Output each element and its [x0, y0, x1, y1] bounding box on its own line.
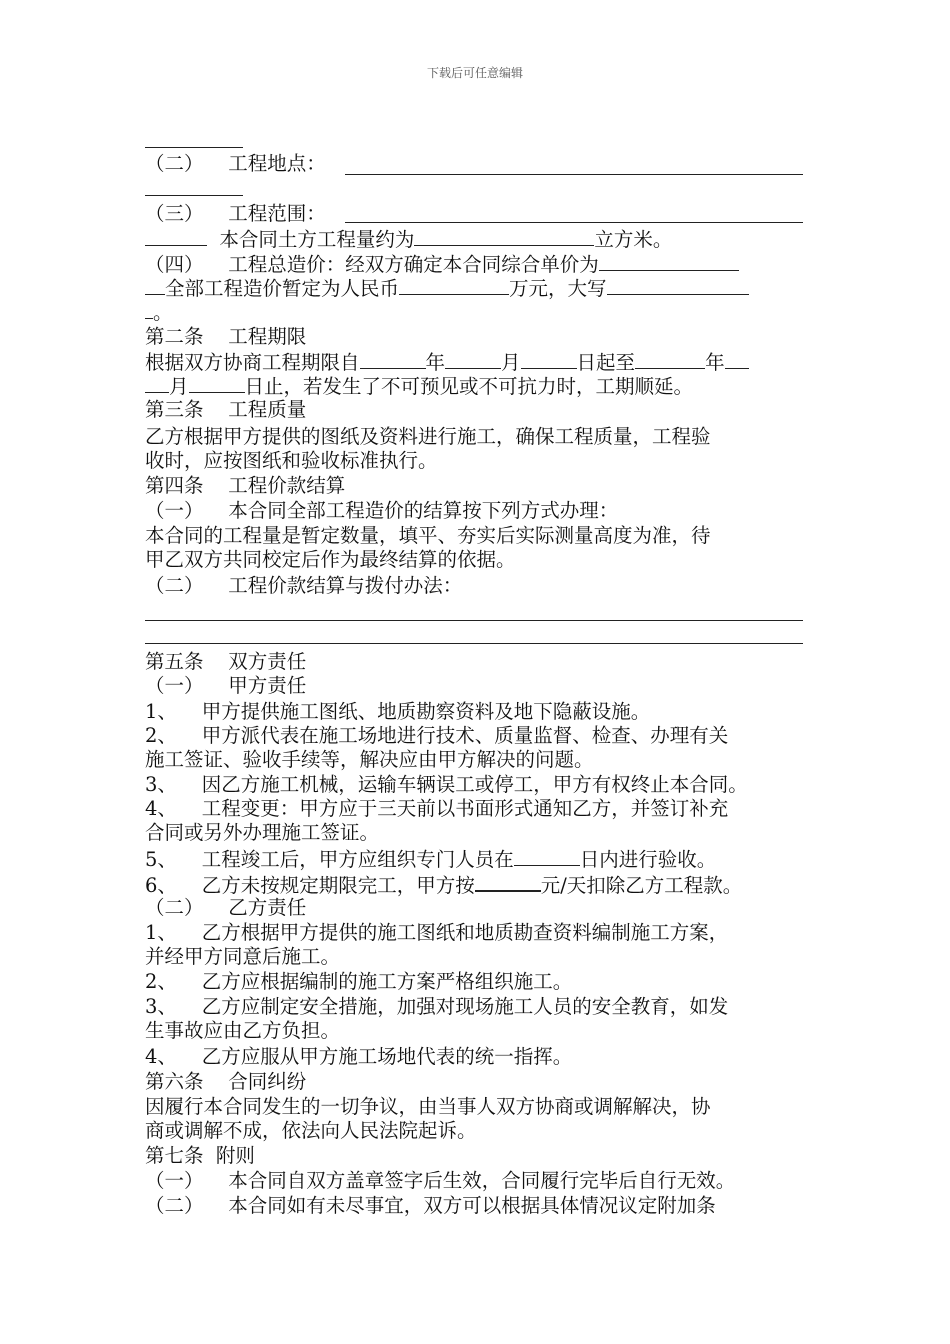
price-end: 。 — [153, 301, 173, 324]
volume-blank — [414, 226, 594, 246]
price-label: （四） 工程总造价：经双方确定本合同综合单价为 — [145, 253, 599, 276]
party-b-item-1-line-2: 并经甲方同意后施工。 — [145, 945, 341, 968]
capital-blank-end — [145, 299, 153, 319]
price-line-3 — [145, 299, 173, 323]
article-6-title: 第六条 合同纠纷 — [145, 1070, 307, 1093]
payment-blank-2 — [145, 643, 803, 644]
party-b-item-3-line-2: 生事故应由乙方负担。 — [145, 1019, 341, 1042]
volume-prefix: 本合同土方工程量约为 — [219, 228, 415, 251]
party-a-item-4-line-2: 合同或另外办理施工签证。 — [145, 821, 380, 844]
party-a-item-3: 3、 因乙方施工机械，运输车辆误工或停工，甲方有权终止本合同。 — [145, 773, 748, 796]
start-day-label: 日起至 — [576, 351, 636, 374]
party-b-item-1-line-1: 1、 乙方根据甲方提供的施工图纸和地质勘查资料编制施工方案， — [145, 921, 729, 944]
party-b-item-3-line-1: 3、 乙方应制定安全措施，加强对现场施工人员的安全教育，如发 — [145, 995, 729, 1018]
dispute-line-2: 商或调解不成，依法向人民法院起诉。 — [145, 1119, 477, 1142]
settlement-line-1: 本合同的工程量是暂定数量，填平、夯实后实际测量高度为准，待 — [145, 524, 711, 547]
unit-price-blank — [599, 251, 739, 271]
start-month-blank — [445, 349, 501, 369]
capital-label: 万元，大写 — [509, 277, 607, 300]
blank-line — [145, 147, 243, 148]
article-3-title: 第三条 工程质量 — [145, 398, 307, 421]
site-blank — [345, 174, 803, 175]
settlement-item-1: （一） 本合同全部工程造价的结算按下列方式办理： — [145, 499, 619, 522]
party-b-title: （二） 乙方责任 — [145, 896, 307, 919]
party-a-item-4-line-1: 4、 工程变更：甲方应于三天前以书面形式通知乙方，并签订补充 — [145, 797, 729, 820]
volume-line — [145, 226, 672, 250]
article-7-title: 第七条 附则 — [145, 1144, 255, 1167]
scope-label: （三） 工程范围： — [145, 202, 326, 225]
article-4-title: 第四条 工程价款结算 — [145, 474, 346, 497]
end-month-blank-end — [145, 373, 169, 393]
start-day-blank — [521, 349, 577, 369]
month-label: 月 — [169, 375, 189, 398]
total-price-label: 全部工程造价暂定为人民币 — [165, 277, 400, 300]
party-a-item-2-line-1: 2、 甲方派代表在施工场地进行技术、质量监督、检查、办理有关 — [145, 724, 729, 747]
year-label: 年 — [425, 351, 446, 374]
period-suffix: 日止，若发生了不可预见或不可抗力时，工期顺延。 — [244, 375, 694, 398]
start-year-blank — [360, 349, 426, 369]
article-2-title: 第二条 工程期限 — [145, 325, 307, 348]
penalty-suffix: 元/天扣除乙方工程款。 — [540, 874, 743, 897]
penalty-amount-blank — [475, 871, 541, 892]
acceptance-suffix: 日内进行验收。 — [579, 848, 717, 871]
price-line-1 — [145, 251, 739, 275]
period-line-2 — [145, 373, 693, 397]
party-a-item-5 — [145, 846, 716, 870]
end-day-blank — [189, 373, 245, 393]
year-label: 年 — [705, 351, 725, 374]
appendix-item-2: （二） 本合同如有未尽事宜，双方可以根据具体情况议定附加条 — [145, 1194, 716, 1217]
party-a-item-2-line-2: 施工签证、验收手续等，解决应由甲方解决的问题。 — [145, 748, 594, 771]
volume-unit: 立方米。 — [594, 228, 673, 251]
dispute-line-1: 因履行本合同发生的一切争议，由当事人双方协商或调解解决，协 — [145, 1095, 711, 1118]
period-prefix: 根据双方协商工程期限自 — [145, 351, 360, 374]
site-label: （二） 工程地点： — [145, 152, 326, 175]
settlement-item-2: （二） 工程价款结算与拨付办法： — [145, 574, 463, 597]
article-5-title: 第五条 双方责任 — [145, 650, 307, 673]
appendix-item-1: （一） 本合同自双方盖章签字后生效，合同履行完毕后自行无效。 — [145, 1169, 736, 1192]
party-b-item-2: 2、 乙方应根据编制的施工方案严格组织施工。 — [145, 970, 573, 993]
site-blank-continued — [145, 195, 243, 196]
penalty-prefix: 6、 乙方未按规定期限完工，甲方按 — [145, 874, 475, 897]
party-a-item-1: 1、 甲方提供施工图纸、地质勘察资料及地下隐蔽设施。 — [145, 700, 651, 723]
end-year-blank — [635, 349, 705, 369]
quality-line-1: 乙方根据甲方提供的图纸及资料进行施工，确保工程质量，工程验 — [145, 425, 711, 448]
price-line-2 — [145, 275, 749, 299]
party-a-item-6 — [145, 871, 742, 895]
unit-price-blank-end — [145, 275, 165, 295]
acceptance-days-blank — [514, 846, 580, 866]
quality-line-2: 收时，应按图纸和验收标准执行。 — [145, 449, 438, 472]
total-price-blank — [399, 275, 509, 295]
party-a-title: （一） 甲方责任 — [145, 674, 307, 697]
period-line-1 — [145, 349, 749, 373]
settlement-line-2: 甲乙双方共同校定后作为最终结算的依据。 — [145, 548, 516, 571]
end-month-blank — [725, 349, 749, 369]
page-header-watermark: 下载后可任意编辑 — [426, 66, 523, 80]
acceptance-prefix: 5、 工程竣工后，甲方应组织专门人员在 — [145, 848, 514, 871]
payment-blank-1 — [145, 620, 803, 621]
month-label: 月 — [501, 351, 521, 374]
capital-blank — [607, 275, 749, 295]
party-b-item-4: 4、 乙方应服从甲方施工场地代表的统一指挥。 — [145, 1045, 573, 1068]
scope-blank — [345, 222, 803, 223]
scope-blank-end — [145, 226, 207, 246]
